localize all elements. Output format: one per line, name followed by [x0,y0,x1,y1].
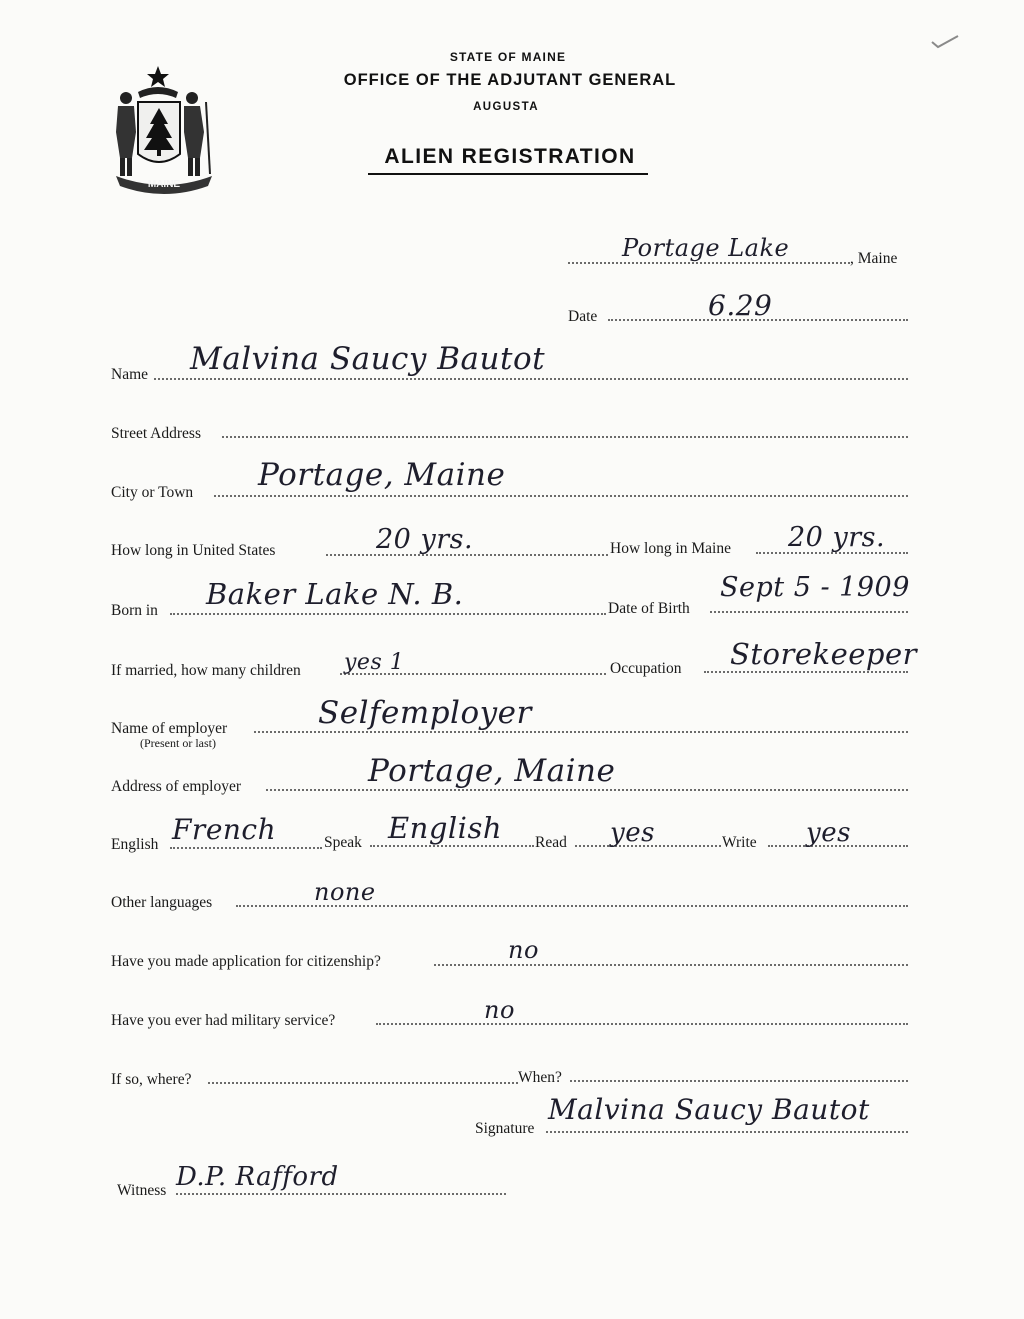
employer-address-label: Address of employer [111,778,241,795]
military-value[interactable]: no [484,996,515,1024]
citizenship-line [434,964,908,966]
title-underline [368,173,648,175]
seal-banner-text: MAINE [147,179,181,190]
english-label: English [111,836,159,853]
signature-label: Signature [475,1120,535,1137]
name-line [154,378,908,380]
city-line [214,495,908,497]
years-maine-value[interactable]: 20 yrs. [788,522,886,553]
place-value[interactable]: Portage Lake [622,234,790,262]
write-label: Write [722,834,757,851]
speak-line [370,845,534,847]
name-value[interactable]: Malvina Saucy Bautot [190,341,546,377]
when-line [570,1080,908,1082]
place-suffix: , Maine [850,250,898,267]
dob-line [710,611,908,613]
header-state: STATE OF MAINE [449,50,567,64]
speak-label: Speak [324,834,362,851]
english-line [170,847,322,849]
date-value[interactable]: 6.29 [708,289,773,322]
years-us-label: How long in United States [111,542,276,559]
citizenship-label: Have you made application for citizenship? [111,953,381,970]
date-label: Date [568,308,598,325]
citizenship-value[interactable]: no [508,936,539,964]
military-line [376,1023,908,1025]
born-in-label: Born in [111,602,158,619]
years-maine-label: How long in Maine [610,540,731,557]
name-label: Name [111,366,149,383]
other-languages-label: Other languages [111,894,213,911]
form-title: ALIEN REGISTRATION [384,145,636,168]
other-languages-value[interactable]: none [314,878,376,906]
children-value[interactable]: yes 1 [344,650,405,675]
employer-label: Name of employer [111,720,228,737]
header-office: OFFICE OF THE ADJUTANT GENERAL [343,71,677,89]
military-label: Have you ever had military service? [111,1012,336,1029]
read-label: Read [535,834,567,851]
occupation-line [704,671,908,673]
witness-line [176,1193,506,1195]
employer-line [254,731,908,733]
witness-label: Witness [117,1182,167,1199]
born-in-value[interactable]: Baker Lake N. B. [206,577,464,611]
header-city: AUGUSTA [473,101,539,113]
check-mark-icon [930,32,960,52]
write-value[interactable]: yes [806,818,851,848]
city-value[interactable]: Portage, Maine [258,457,506,493]
dob-label: Date of Birth [608,600,690,617]
speak-value[interactable]: English [388,811,503,845]
occupation-value[interactable]: Storekeeper [730,637,917,671]
where-label: If so, where? [111,1071,192,1088]
years-us-value[interactable]: 20 yrs. [376,524,474,555]
street-label: Street Address [111,425,201,442]
witness-value[interactable]: D.P. Rafford [176,1162,339,1192]
when-label: When? [518,1069,562,1086]
place-line [568,262,850,264]
dob-value[interactable]: Sept 5 - 1909 [720,572,910,603]
street-line [222,436,908,438]
born-in-line [170,613,606,615]
employer-address-value[interactable]: Portage, Maine [368,753,616,789]
employer-sublabel: (Present or last) [140,736,216,750]
occupation-label: Occupation [610,660,682,677]
signature-line [546,1131,908,1133]
employer-value[interactable]: Selfemployer [318,695,532,731]
children-label: If married, how many children [111,662,301,679]
city-label: City or Town [111,484,194,501]
english-value[interactable]: French [172,813,277,846]
where-line [208,1082,518,1084]
read-value[interactable]: yes [610,818,655,848]
employer-address-line [266,789,908,791]
signature-value[interactable]: Malvina Saucy Bautot [548,1093,870,1126]
